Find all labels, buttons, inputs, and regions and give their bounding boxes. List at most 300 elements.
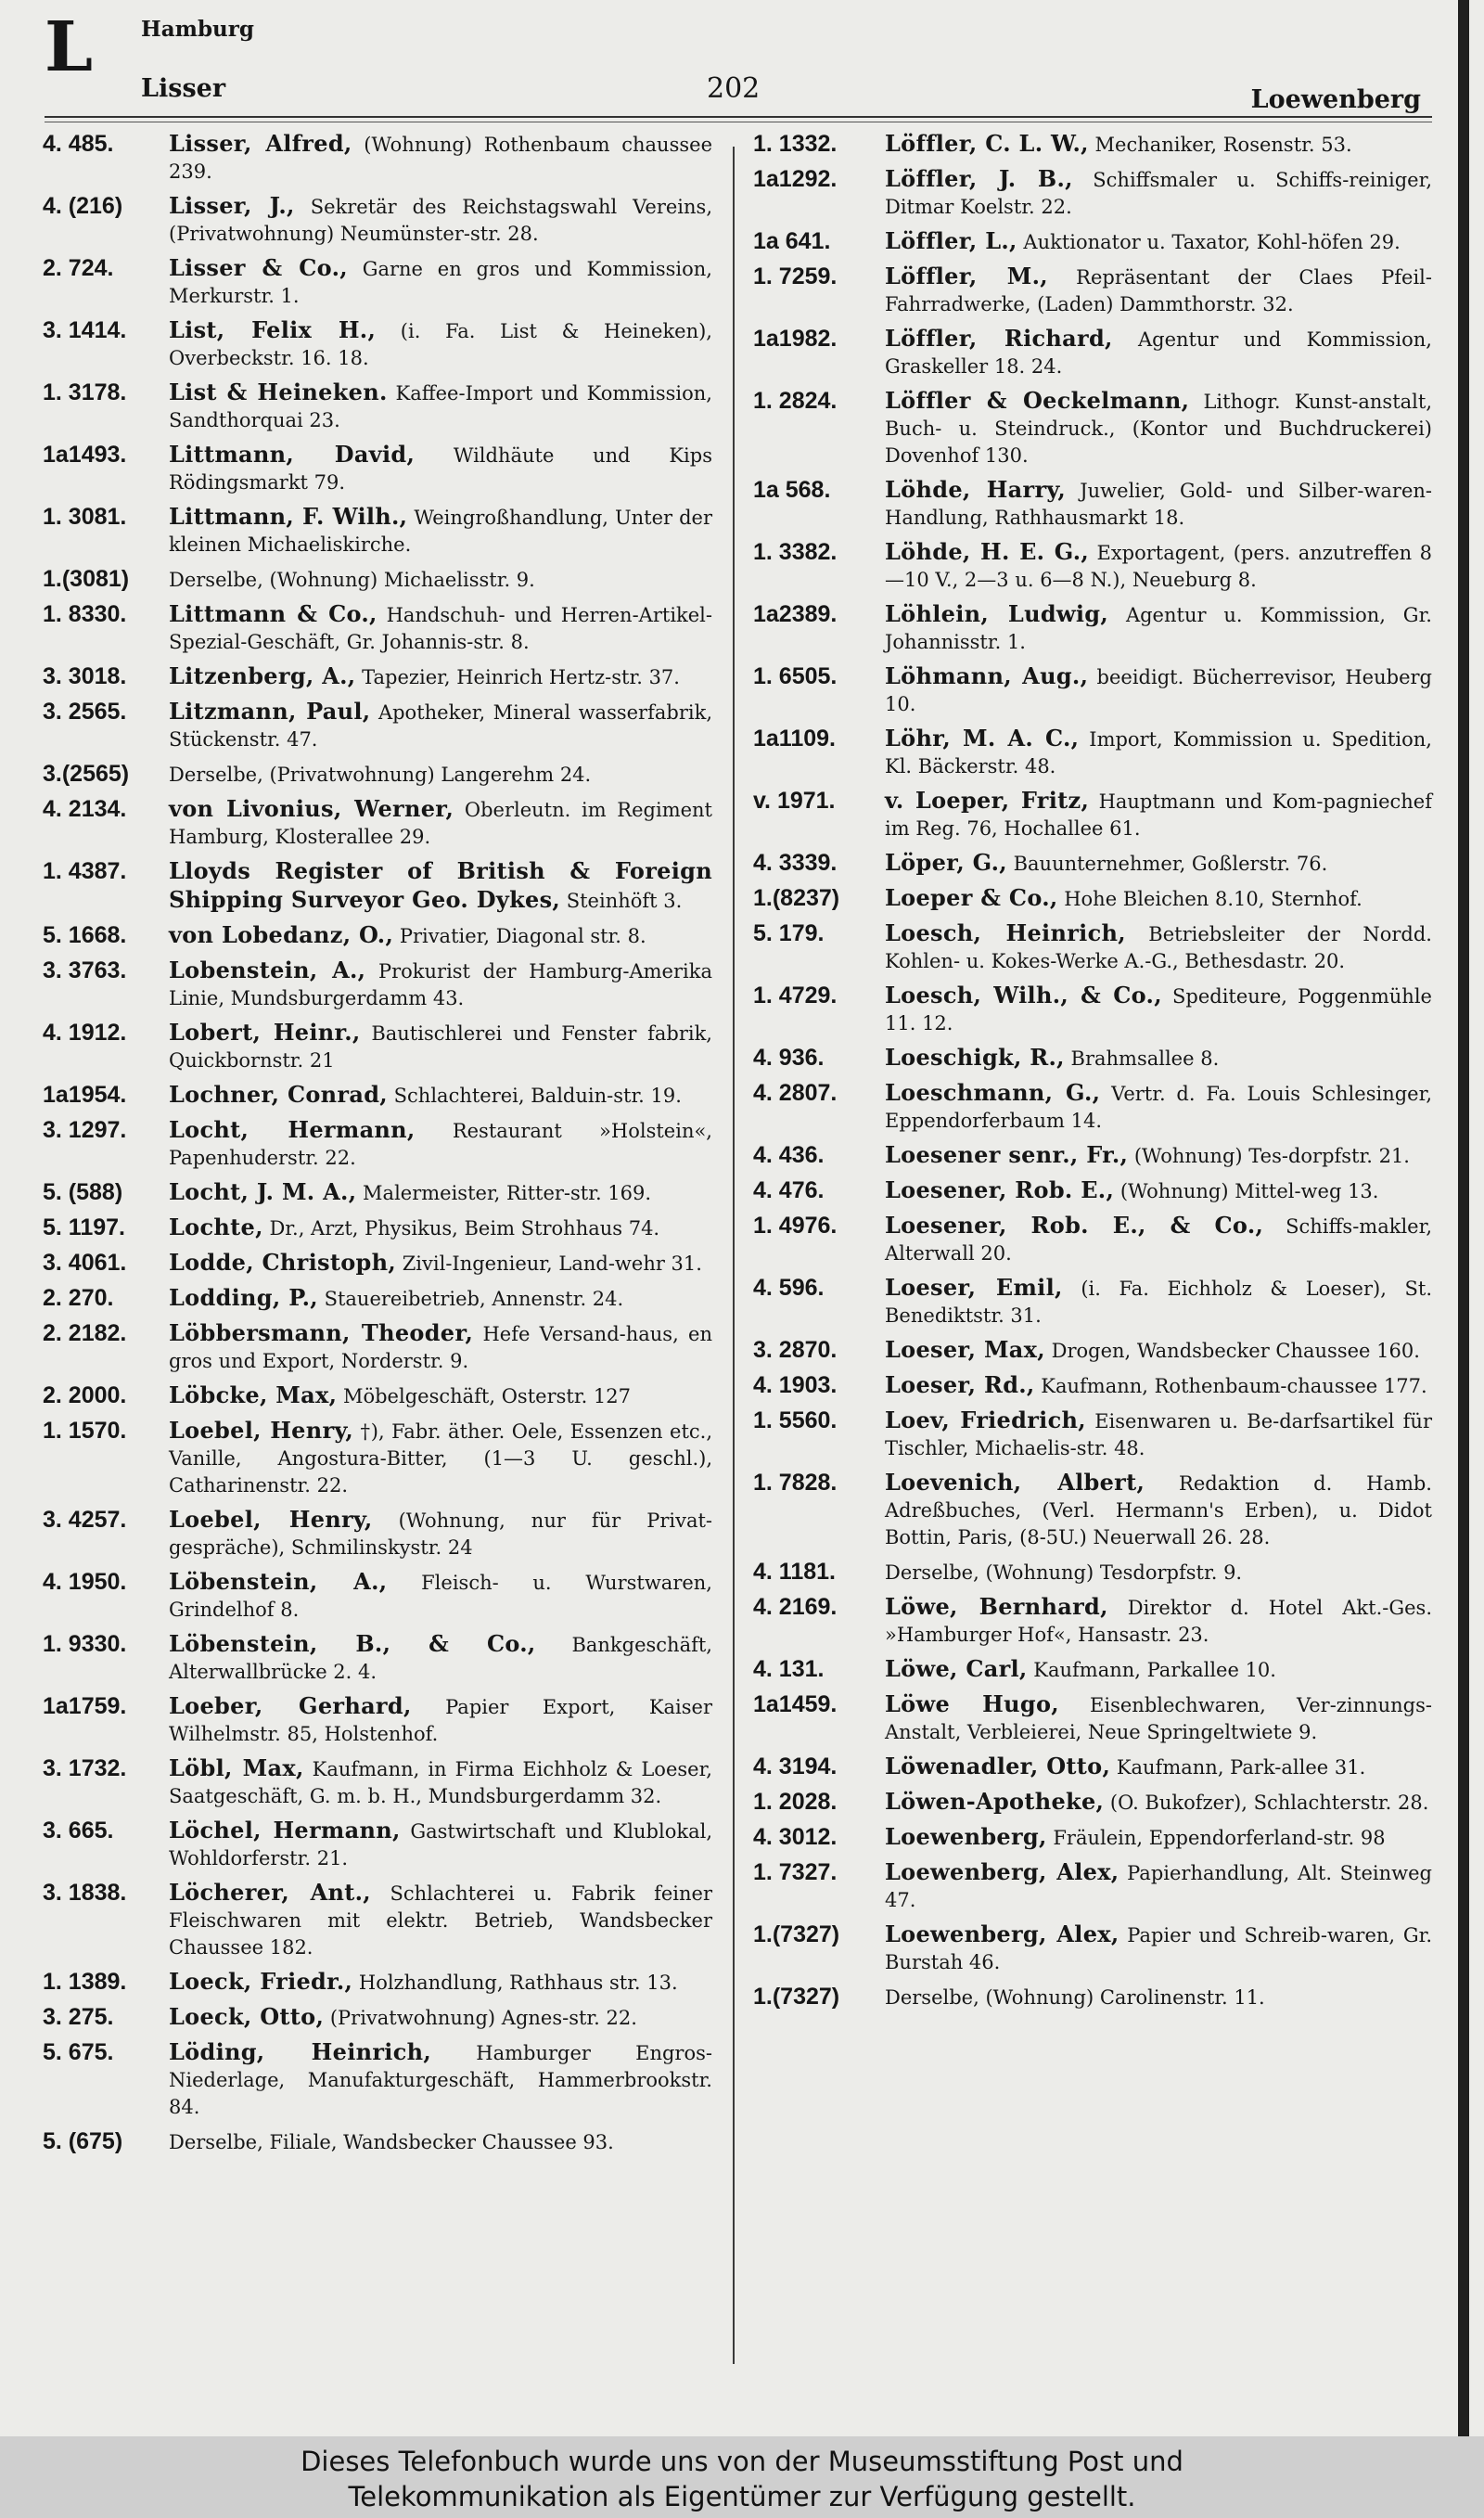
- entry-name: Löbenstein, A.,: [169, 1568, 388, 1595]
- entry-description: Direktor d. Hotel Akt.-Ges. »Hamburger Hof«, Hansastr. 23.: [885, 1597, 1432, 1646]
- phone-number: 5. 1668.: [43, 922, 127, 948]
- phone-number: 3. 2565.: [43, 699, 127, 725]
- entry-description: Weingroßhandlung, Unter der kleinen Michaeliskirche.: [169, 507, 712, 556]
- entry-description: Möbelgeschäft, Osterstr. 127: [342, 1385, 631, 1407]
- phone-number: 1.(7327): [753, 1921, 840, 1947]
- directory-entry: [753, 1141, 1432, 1170]
- entry-description: Hohe Bleichen 8.10, Sternhof.: [1064, 888, 1362, 910]
- phone-number: 3. 3763.: [43, 957, 127, 983]
- entry-name: Löding, Heinrich,: [169, 2038, 432, 2065]
- entry-name: Loevenich, Albert,: [885, 1469, 1145, 1496]
- directory-entry: [753, 1788, 1432, 1817]
- phone-number: 3. 275.: [43, 2004, 114, 2030]
- phone-number: 1a1982.: [753, 326, 838, 352]
- entry-text: [885, 1407, 1432, 1462]
- directory-entry: [43, 2003, 712, 2032]
- entry-text: [169, 1879, 712, 1961]
- entry-description: Derselbe, (Wohnung) Tesdorpfstr. 9.: [885, 1561, 1243, 1584]
- entry-description: Fräulein, Eppendorferland-str. 98: [1053, 1827, 1386, 1849]
- directory-entry: [43, 1081, 712, 1110]
- entry-text: [169, 1178, 712, 1207]
- phone-number: 1.(3081): [43, 566, 130, 592]
- phone-number: 1. 1389.: [43, 1969, 127, 1995]
- directory-entry: [43, 316, 712, 372]
- entry-text: [885, 476, 1432, 532]
- phone-number: 4. 1950.: [43, 1569, 127, 1595]
- directory-entry: [753, 1079, 1432, 1135]
- phone-number: 4. 2134.: [43, 796, 127, 822]
- entry-description: Bankgeschäft, Alterwallbrücke 2. 4.: [169, 1634, 712, 1683]
- entry-description: Papierhandlung, Alt. Steinweg 47.: [885, 1862, 1432, 1911]
- directory-entry: [43, 1381, 712, 1410]
- phone-number: 1. 4976.: [753, 1213, 838, 1239]
- directory-entry: [43, 254, 712, 310]
- directory-entry: [43, 1630, 712, 1686]
- phone-number: 4. 1903.: [753, 1372, 838, 1398]
- entry-description: (Wohnung) Mittel-weg 13.: [1119, 1180, 1379, 1202]
- entry-text: [885, 1079, 1432, 1135]
- entry-text: [169, 130, 712, 186]
- phone-number: 3. 1414.: [43, 317, 127, 343]
- directory-entry: [43, 760, 712, 789]
- entry-text: [885, 1983, 1432, 2011]
- directory-entry: [753, 1044, 1432, 1073]
- entry-description: Holzhandlung, Rathhaus str. 13.: [358, 1972, 678, 1994]
- entry-description: Kaufmann, Park-allee 31.: [1116, 1756, 1366, 1779]
- entry-name: Loebel, Henry,: [169, 1506, 373, 1533]
- phone-number: 2. 724.: [43, 255, 114, 281]
- header-last-entry: Loewenberg: [1250, 85, 1421, 114]
- directory-entry: [753, 884, 1432, 913]
- phone-number: 1. 4387.: [43, 858, 127, 884]
- entry-text: [169, 254, 712, 310]
- directory-entry: [753, 1921, 1432, 1976]
- entry-description: Kaufmann, Parkallee 10.: [1033, 1659, 1276, 1681]
- phone-number: 2. 270.: [43, 1285, 114, 1311]
- directory-entry: [753, 1407, 1432, 1462]
- directory-entry: [43, 1214, 712, 1242]
- directory-entry: [43, 1284, 712, 1313]
- entry-name: Loeser, Emil,: [885, 1274, 1063, 1301]
- entry-text: [169, 192, 712, 248]
- directory-entry: [753, 1858, 1432, 1914]
- entry-description: (Wohnung) Rothenbaum chaussee 239.: [169, 134, 712, 183]
- entry-description: Steinhöft 3.: [566, 890, 683, 912]
- entry-name: Loeser, Max,: [885, 1336, 1045, 1363]
- entry-description: Hamburger Engros-Niederlage, Manufakturgeschäft, Hammerbrookstr. 84.: [169, 2042, 712, 2118]
- entry-name: Löhr, M. A. C.,: [885, 725, 1080, 752]
- entry-text: [885, 263, 1432, 318]
- entry-name: Löper, G.,: [885, 849, 1007, 876]
- entry-text: [169, 1817, 712, 1872]
- directory-entry: [43, 1019, 712, 1074]
- phone-number: 4. 485.: [43, 131, 114, 157]
- entry-text: [885, 1274, 1432, 1330]
- directory-entry: [753, 662, 1432, 718]
- entry-name: Loeser, Rd.,: [885, 1371, 1035, 1398]
- entry-name: List, Felix H.,: [169, 316, 377, 343]
- entry-name: Loewenberg, Alex,: [885, 1921, 1119, 1947]
- phone-number: 1a 641.: [753, 228, 831, 254]
- footer-line-2: Telekommunikation als Eigentümer zur Verfügung gestellt.: [348, 2481, 1136, 2512]
- entry-text: [169, 1116, 712, 1172]
- directory-entry: [43, 1692, 712, 1748]
- entry-name: v. Loeper, Fritz,: [885, 787, 1090, 814]
- entry-description: Schlachterei, Balduin-str. 19.: [393, 1085, 682, 1107]
- entry-text: [885, 387, 1432, 469]
- entry-text: [169, 1319, 712, 1375]
- entry-name: Löcherer, Ant.,: [169, 1879, 371, 1906]
- entry-name: Löhlein, Ludwig,: [885, 600, 1109, 627]
- phone-number: 5. (588): [43, 1179, 123, 1205]
- entry-description: †), Fabr. äther. Oele, Essenzen etc., Vanille, Angostura-Bitter, (1—3 U. geschl.), Catharinenstr. 22.: [169, 1420, 712, 1497]
- entry-text: [169, 957, 712, 1012]
- entry-description: Vertr. d. Fa. Louis Schlesinger, Eppendorferbaum 14.: [885, 1083, 1432, 1132]
- entry-description: Repräsentant der Claes Pfeil-Fahrradwerke, (Laden) Dammthorstr. 32.: [885, 266, 1432, 315]
- phone-number: 5. 179.: [753, 920, 825, 946]
- directory-entry: [43, 698, 712, 753]
- phone-number: 5. 675.: [43, 2039, 114, 2065]
- entry-description: Hefe Versand-haus, en gros und Export, Norderstr. 9.: [169, 1323, 712, 1372]
- entry-description: Handschuh- und Herren-Artikel-Spezial-Geschäft, Gr. Johannis-str. 8.: [169, 604, 712, 653]
- phone-number: 3. 4257.: [43, 1507, 127, 1533]
- entry-name: Löbcke, Max,: [169, 1381, 338, 1408]
- entry-description: Mechaniker, Rosenstr. 53.: [1094, 134, 1352, 156]
- entry-name: Löwe, Carl,: [885, 1655, 1028, 1682]
- directory-entry: [43, 662, 712, 691]
- phone-number: 3. 1838.: [43, 1880, 127, 1906]
- entry-description: Prokurist der Hamburg-Amerika Linie, Mundsburgerdamm 43.: [169, 960, 712, 1009]
- directory-entry: [753, 165, 1432, 221]
- entry-text: [169, 1381, 712, 1410]
- entry-description: Apotheker, Mineral wasserfabrik, Stückenstr. 47.: [169, 701, 712, 751]
- entry-description: Kaffee-Import und Kommission, Sandthorquai 23.: [169, 382, 712, 431]
- entry-description: Agentur und Kommission, Graskeller 18. 24.: [885, 328, 1432, 378]
- entry-text: [885, 1823, 1432, 1852]
- directory-entry: [43, 379, 712, 434]
- entry-text: [885, 1690, 1432, 1746]
- entry-text: [169, 698, 712, 753]
- phone-number: 1. 2028.: [753, 1789, 838, 1815]
- phone-number: 1. 4729.: [753, 983, 838, 1008]
- entry-name: Locht, J. M. A.,: [169, 1178, 357, 1205]
- entry-name: Loeper & Co.,: [885, 884, 1058, 911]
- phone-number: 1a1493.: [43, 442, 127, 468]
- left-column: [43, 130, 712, 2163]
- entry-text: [169, 795, 712, 851]
- entry-description: Kaufmann, Rothenbaum-chaussee 177.: [1041, 1375, 1427, 1397]
- entry-text: [885, 130, 1432, 159]
- directory-entry: [43, 1319, 712, 1375]
- entry-description: Sekretär des Reichstagswahl Vereins, (Privatwohnung) Neumünster-str. 28.: [169, 196, 713, 245]
- directory-entry: [43, 1116, 712, 1172]
- entry-name: Littmann, David,: [169, 441, 416, 468]
- entry-text: [169, 1417, 712, 1499]
- entry-name: Löwe, Bernhard,: [885, 1593, 1108, 1620]
- entry-name: Löffler & Oeckelmann,: [885, 387, 1190, 414]
- phone-number: 5. 1197.: [43, 1214, 125, 1240]
- entry-text: [885, 1212, 1432, 1267]
- phone-number: 3. 665.: [43, 1818, 114, 1844]
- entry-description: Papier und Schreib-waren, Gr. Burstah 46.: [885, 1924, 1433, 1973]
- entry-name: Löbl, Max,: [169, 1754, 304, 1781]
- phone-number: 1. 9330.: [43, 1631, 127, 1657]
- entry-description: Hauptmann und Kom-pagniechef im Reg. 76, Hochallee 61.: [885, 790, 1432, 840]
- directory-entry: [753, 1469, 1432, 1551]
- entry-text: [885, 1655, 1432, 1684]
- phone-number: 1a1109.: [753, 726, 836, 752]
- entry-name: Loeber, Gerhard,: [169, 1692, 412, 1719]
- directory-entry: [753, 476, 1432, 532]
- entry-name: Littmann, F. Wilh.,: [169, 503, 408, 530]
- phone-number: 3. 1297.: [43, 1117, 127, 1143]
- entry-name: Loeck, Friedr.,: [169, 1968, 353, 1995]
- entry-text: [169, 379, 712, 434]
- entry-description: Fleisch- u. Wurstwaren, Grindelhof 8.: [169, 1572, 712, 1621]
- directory-entry: [43, 1817, 712, 1872]
- entry-description: Restaurant »Holstein«, Papenhuderstr. 22.: [169, 1120, 712, 1169]
- entry-name: Lodding, P.,: [169, 1284, 318, 1311]
- directory-entry: [753, 919, 1432, 975]
- entry-description: Oberleutn. im Regiment Hamburg, Klosterallee 29.: [169, 799, 713, 848]
- phone-number: 1.(7327): [753, 1984, 840, 2010]
- directory-entry: [753, 600, 1432, 656]
- entry-name: Lisser, Alfred,: [169, 130, 352, 157]
- phone-number: 1a 568.: [753, 477, 831, 503]
- directory-entry: [753, 130, 1432, 159]
- directory-entry: [43, 1417, 712, 1499]
- entry-description: Brahmsallee 8.: [1070, 1047, 1220, 1070]
- entry-description: (O. Bukofzer), Schlachterstr. 28.: [1109, 1792, 1429, 1814]
- entry-description: Spediteure, Poggenmühle 11. 12.: [885, 985, 1432, 1034]
- section-letter: L: [45, 7, 94, 87]
- phone-number: 3. 4061.: [43, 1250, 127, 1276]
- directory-entry: [753, 263, 1432, 318]
- entry-text: [885, 1044, 1432, 1073]
- entry-description: Schiffsmaler u. Schiffs-reiniger, Ditmar Koelstr. 22.: [885, 169, 1432, 218]
- entry-text: [169, 662, 712, 691]
- directory-entry: [753, 982, 1432, 1037]
- entry-name: Löffler, M.,: [885, 263, 1048, 289]
- entry-description: Tapezier, Heinrich Hertz-str. 37.: [362, 666, 680, 688]
- entry-name: Locht, Hermann,: [169, 1116, 416, 1143]
- entry-text: [169, 1019, 712, 1074]
- entry-name: Loeschigk, R.,: [885, 1044, 1065, 1071]
- entry-name: Loev, Friedrich,: [885, 1407, 1086, 1433]
- entry-name: List & Heineken.: [169, 379, 388, 405]
- entry-text: [169, 2127, 712, 2156]
- entry-text: [169, 441, 712, 496]
- entry-name: Lobert, Heinr.,: [169, 1019, 361, 1046]
- directory-entry: [753, 325, 1432, 380]
- phone-number: 1. 7327.: [753, 1859, 838, 1885]
- page-number: 202: [707, 72, 761, 105]
- entry-text: [885, 538, 1432, 594]
- entry-description: Derselbe, (Wohnung) Carolinenstr. 11.: [885, 1986, 1265, 2009]
- phone-number: 4. (216): [43, 193, 123, 219]
- directory-entry: [753, 1593, 1432, 1649]
- directory-entry: [753, 387, 1432, 469]
- entry-text: [169, 921, 712, 950]
- entry-name: Loewenberg,: [885, 1823, 1047, 1850]
- entry-description: Agentur u. Kommission, Gr. Johannisstr. 1.: [885, 604, 1432, 653]
- entry-text: [885, 1371, 1432, 1400]
- directory-entry: [753, 1176, 1432, 1205]
- directory-entry: [43, 857, 712, 915]
- entry-text: [169, 1968, 712, 1997]
- entry-name: Litzenberg, A.,: [169, 662, 356, 689]
- phone-number: 2. 2000.: [43, 1382, 127, 1408]
- entry-description: Derselbe, Filiale, Wandsbecker Chaussee 93.: [169, 2131, 614, 2153]
- entry-name: von Livonius, Werner,: [169, 795, 454, 822]
- entry-description: Privatier, Diagonal str. 8.: [399, 925, 646, 947]
- directory-entry: [753, 787, 1432, 842]
- entry-text: [885, 662, 1432, 718]
- phone-number: 1. 1570.: [43, 1418, 127, 1444]
- entry-name: Lisser & Co.,: [169, 254, 348, 281]
- directory-entry: [43, 2127, 712, 2156]
- directory-entry: [43, 1968, 712, 1997]
- entry-name: Loesener senr., Fr.,: [885, 1141, 1129, 1168]
- entry-description: Betriebsleiter der Nordd. Kohlen- u. Kokes-Werke A.-G., Bethesdastr. 20.: [885, 923, 1432, 972]
- entry-name: Lodde, Christoph,: [169, 1249, 397, 1276]
- directory-entry: [43, 1178, 712, 1207]
- phone-number: 2. 2182.: [43, 1320, 127, 1346]
- entry-name: Loeck, Otto,: [169, 2003, 325, 2030]
- phone-number: 1. 3081.: [43, 504, 127, 530]
- directory-entry: [753, 1371, 1432, 1400]
- entry-text: [169, 857, 712, 915]
- phone-number: 5. (675): [43, 2128, 123, 2154]
- directory-entry: [43, 1249, 712, 1278]
- directory-entry: [43, 2038, 712, 2121]
- entry-description: (Wohnung) Tes-dorpfstr. 21.: [1133, 1145, 1410, 1167]
- entry-description: (Privatwohnung) Agnes-str. 22.: [329, 2007, 637, 2029]
- entry-name: Loesener, Rob. E., & Co.,: [885, 1212, 1264, 1239]
- entry-name: Löffler, Richard,: [885, 325, 1113, 352]
- entry-text: [169, 1214, 712, 1242]
- phone-number: 4. 1912.: [43, 1020, 127, 1046]
- entry-text: [169, 565, 712, 594]
- header-first-entry: Lisser: [141, 74, 226, 103]
- directory-entry: [753, 1336, 1432, 1365]
- entry-description: Bauunternehmer, Goßlerstr. 76.: [1013, 853, 1328, 875]
- entry-text: [169, 316, 712, 372]
- entry-name: Löhde, Harry,: [885, 476, 1067, 503]
- directory-entry: [43, 1754, 712, 1810]
- entry-text: [885, 849, 1432, 878]
- header-city: Hamburg: [141, 17, 254, 42]
- entry-description: (Wohnung, nur für Privat-gespräche), Schmilinskystr. 24: [169, 1510, 712, 1559]
- entry-name: Lloyds Register of British & Foreign Shipping Surveyor Geo. Dykes,: [169, 857, 712, 913]
- column-divider: [733, 147, 735, 2364]
- entry-name: Loebel, Henry,: [169, 1417, 354, 1444]
- entry-name: Löbenstein, B., & Co.,: [169, 1630, 536, 1657]
- footer-notice: [0, 2436, 1484, 2518]
- phone-number: 4. 3194.: [753, 1754, 838, 1779]
- entry-description: Eisenwaren u. Be-darfsartikel für Tischler, Michaelis-str. 48.: [885, 1410, 1432, 1459]
- directory-entry: [43, 1506, 712, 1561]
- entry-text: [169, 1081, 712, 1110]
- entry-name: Loesch, Wilh., & Co.,: [885, 982, 1162, 1008]
- directory-entry: [43, 921, 712, 950]
- entry-text: [169, 2003, 712, 2032]
- directory-entry: [753, 1558, 1432, 1587]
- phone-number: 4. 596.: [753, 1275, 825, 1301]
- entry-text: [885, 325, 1432, 380]
- directory-entry: [753, 1690, 1432, 1746]
- entry-description: Schlachterei u. Fabrik feiner Fleischwaren mit elektr. Betrieb, Wandsbecker Chaussee 182.: [169, 1882, 712, 1959]
- entry-text: [885, 919, 1432, 975]
- entry-description: Import, Kommission u. Spedition, Kl. Bäckerstr. 48.: [885, 728, 1432, 777]
- phone-number: 3. 2870.: [753, 1337, 838, 1363]
- entry-name: Lobenstein, A.,: [169, 957, 366, 983]
- entry-name: Loesener, Rob. E.,: [885, 1176, 1115, 1203]
- directory-entry: [753, 1274, 1432, 1330]
- entry-description: Juwelier, Gold- und Silber-waren-Handlung, Rathhausmarkt 18.: [885, 480, 1432, 529]
- entry-description: Wildhäute und Kips Rödingsmarkt 79.: [169, 444, 712, 494]
- entry-text: [885, 982, 1432, 1037]
- entry-name: Löwe Hugo,: [885, 1690, 1059, 1717]
- footer-line-1: Dieses Telefonbuch wurde uns von der Museumsstiftung Post und: [301, 2446, 1183, 2477]
- directory-entry: [753, 538, 1432, 594]
- entry-name: Löffler, L.,: [885, 227, 1017, 254]
- entry-description: Zivil-Ingenieur, Land-wehr 31.: [402, 1253, 702, 1275]
- phone-number: 1. 3178.: [43, 379, 127, 405]
- directory-entry: [753, 1212, 1432, 1267]
- directory-entry: [43, 795, 712, 851]
- entry-name: Lisser, J.,: [169, 192, 295, 219]
- directory-entry: [43, 957, 712, 1012]
- entry-name: Löffler, C. L. W.,: [885, 130, 1089, 157]
- entry-description: Lithogr. Kunst-anstalt, Buch- u. Steindruck., (Kontor und Buchdruckerei) Dovenhof 130.: [885, 391, 1432, 467]
- phone-number: 4. 476.: [753, 1177, 825, 1203]
- phone-number: 1a2389.: [753, 601, 838, 627]
- entry-name: Loesch, Heinrich,: [885, 919, 1126, 946]
- directory-entry: [43, 600, 712, 656]
- directory-entry: [43, 1879, 712, 1961]
- entry-description: Schiffs-makler, Alterwall 20.: [885, 1215, 1432, 1265]
- directory-entry: [43, 503, 712, 559]
- entry-description: Drogen, Wandsbecker Chaussee 160.: [1051, 1340, 1420, 1362]
- phone-number: 1a1759.: [43, 1693, 127, 1719]
- entry-name: Lochte,: [169, 1214, 263, 1240]
- entry-description: Garne en gros und Kommission, Merkurstr. 1.: [169, 258, 712, 307]
- phone-number: 4. 436.: [753, 1142, 825, 1168]
- phone-number: 1. 6505.: [753, 663, 838, 689]
- directory-entry: [753, 1753, 1432, 1781]
- entry-text: [885, 787, 1432, 842]
- phone-number: 1. 1332.: [753, 131, 838, 157]
- entry-text: [885, 227, 1432, 256]
- phone-number: 4. 2169.: [753, 1594, 838, 1620]
- entry-text: [885, 1336, 1432, 1365]
- entry-name: Löhde, H. E. G.,: [885, 538, 1090, 565]
- entry-name: Littmann & Co.,: [169, 600, 377, 627]
- entry-description: Derselbe, (Wohnung) Michaelisstr. 9.: [169, 569, 535, 591]
- entry-name: Lochner, Conrad,: [169, 1081, 388, 1108]
- phone-number: 4. 131.: [753, 1656, 825, 1682]
- entry-name: Löffler, J. B.,: [885, 165, 1073, 192]
- directory-entry: [43, 565, 712, 594]
- entry-name: Litzmann, Paul,: [169, 698, 371, 725]
- phone-number: 1. 5560.: [753, 1407, 838, 1433]
- entry-text: [885, 725, 1432, 780]
- directory-entry: [753, 849, 1432, 878]
- directory-entry: [43, 130, 712, 186]
- entry-text: [169, 1506, 712, 1561]
- entry-name: Löhmann, Aug.,: [885, 662, 1089, 689]
